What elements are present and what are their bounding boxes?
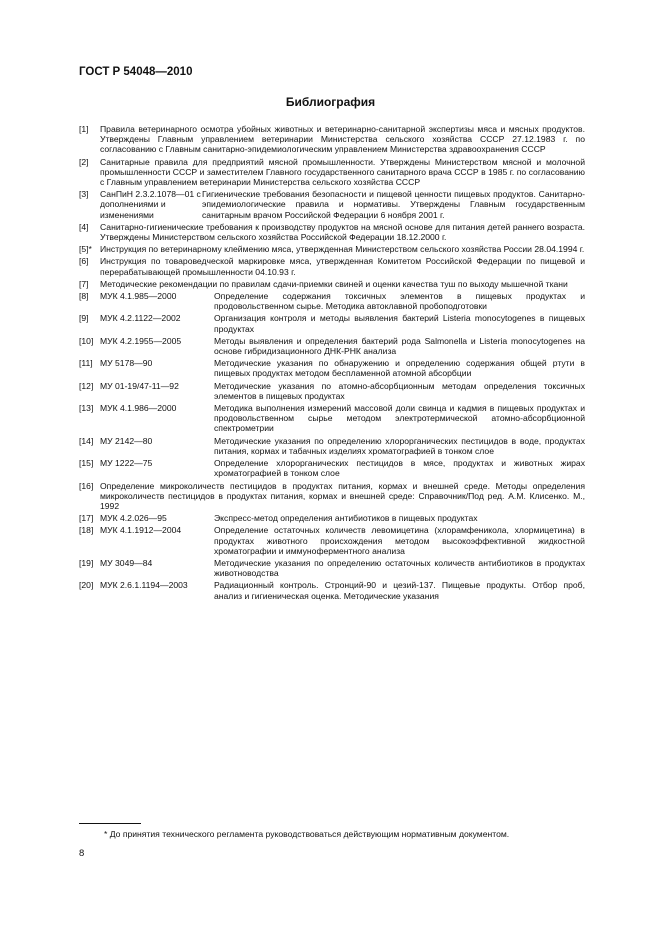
bibliography-entry	[79, 558, 585, 578]
bibliography-entry	[79, 381, 585, 401]
entry-number: [12]	[79, 380, 94, 391]
entry-text: Методические указания по определению хлорорганических пестицидов в воде, продуктах питания, кормах и табачных изделиях хроматографией в тонком слое	[214, 435, 585, 456]
bibliography-entry	[79, 313, 585, 333]
entry-text: Санитарно-гигиенические требования к производству продуктов на мясной основе для питания детей раннего возраста. Утверждены Министерством сельского хозяйства Российской Федерации 18.12.2000 г.	[100, 221, 585, 243]
entry-number: [13]	[79, 403, 94, 414]
entry-number: [10]	[79, 335, 94, 346]
footnote: * До принятия технического регламента руководствоваться действующим нормативным документом.	[104, 829, 510, 839]
bibliography-entry	[79, 525, 585, 556]
entry-number: [5]*	[79, 244, 92, 255]
entry-number: [14]	[79, 435, 94, 446]
bibliography-entry	[79, 256, 585, 276]
entry-code: СанПиН 2.3.2.1078—01 с дополнениями и изменениями	[100, 189, 201, 220]
bibliography-entry	[79, 458, 585, 478]
entry-number: [8]	[79, 291, 89, 302]
bibliography-entry	[79, 580, 585, 600]
entry-text: Экспресс-метод определения антибиотиков в пищевых продуктах	[214, 513, 478, 524]
document-header: ГОСТ Р 54048—2010	[79, 66, 193, 78]
bibliography-entry	[79, 436, 585, 456]
entry-number: [4]	[79, 221, 89, 232]
entry-text: Методы выявления и определения бактерий рода Salmonella и Listeria monocytogenes на основе гибридизационного ДНК-РНК анализа	[214, 335, 585, 357]
entry-code: МУ 1222—75	[100, 458, 153, 469]
entry-code: МУ 5178—90	[100, 358, 153, 369]
entry-code: МУ 01-19/47-11—92	[100, 380, 179, 391]
bibliography-entry	[79, 403, 585, 434]
bibliography-list	[79, 124, 585, 603]
bibliography-entry	[79, 157, 585, 188]
entry-number: [20]	[79, 580, 94, 591]
entry-code: МУК 4.2.026—95	[100, 513, 167, 524]
bibliography-entry	[79, 358, 585, 378]
entry-text: Радиационный контроль. Стронций-90 и цезий-137. Пищевые продукты. Отбор проб, анализ и гигиеническая оценка. Методические указания	[214, 580, 585, 601]
bibliography-entry	[79, 222, 585, 242]
entry-number: [11]	[79, 358, 93, 369]
footnote-divider	[79, 823, 141, 824]
bibliography-entry	[79, 291, 585, 311]
entry-text: Организация контроля и методы выявления бактерий Listeria monocytogenes в пищевых продуктах	[214, 313, 585, 334]
entry-number: [17]	[79, 513, 94, 524]
entry-text: Инструкция по ветеринарному клеймению мяса, утвержденная Министерством сельского хозяйства России 28.04.1994 г.	[100, 244, 585, 255]
entry-text: Определение содержания токсичных элементов в пищевых продуктах и продовольственном сырье. Методика автоклавной пробоподготовки	[214, 291, 585, 312]
entry-text: Методические указания по обнаружению и определению содержания общей ртути в пищевых продуктах методом беспламенной атомной абсорбции	[214, 358, 585, 379]
entry-text: Санитарные правила для предприятий мясной промышленности. Утверждены Министерством мясной и молочной промышленности СССР и заместителем Главного государственного санитарного врача СССР в 1985 г. по согласованию с Главным управлением ветеринарии Министерства сельского хозяйства СССР	[100, 156, 585, 188]
entry-code: МУК 4.1.1912—2004	[100, 525, 182, 536]
bibliography-entry	[79, 513, 585, 523]
entry-number: [1]	[79, 124, 89, 134]
entry-code: МУ 2142—80	[100, 435, 153, 446]
bibliography-entry	[79, 336, 585, 356]
entry-number: [7]	[79, 278, 89, 289]
entry-code: МУК 4.2.1122—2002	[100, 313, 181, 324]
section-title: Библиография	[285, 95, 376, 109]
entry-text: Инструкция по товароведческой маркировке мяса, утвержденная Комитетом Российской Федерации по пищевой и перерабатывающей промышленности 04.10.93 г.	[100, 256, 585, 277]
entry-text: Правила ветеринарного осмотра убойных животных и ветеринарно-санитарной экспертизы мяса и мясных продуктов. Утверждены Главным управлением ветеринарии Министерства сельского хозяйства СССР 27.12.1983 г. по согласованию с Главным санитарно-эпидемиологическим управлением Министерства здравоохранения СССР	[100, 124, 585, 155]
entry-code: МУК 4.1.985—2000	[100, 291, 177, 302]
entry-number: [15]	[79, 458, 94, 469]
bibliography-entry	[79, 244, 585, 254]
entry-number: [19]	[79, 557, 94, 568]
entry-code: МУК 2.6.1.1194—2003	[100, 580, 188, 591]
bibliography-entry	[79, 481, 585, 512]
entry-number: [16]	[79, 480, 94, 491]
bibliography-entry	[79, 189, 585, 220]
entry-text: Методические указания по определению остаточных количеств антибиотиков в продуктах животноводства	[214, 557, 585, 579]
entry-text: Определение микроколичеств пестицидов в продуктах питания, кормах и внешней среде. Методы определения микроколичеств пестицидов в продуктах питания, кормах и внешней среде: Справочник/Под ред. А.М. Клисенко. М., 1992	[100, 480, 585, 511]
entry-text: Определение остаточных количеств левомицетина (хлорамфеникола, хлормицетина) в продуктах животного происхождения методом высокоэффективной жидкостной хроматографии и иммуноферментного анализа	[214, 525, 585, 556]
entry-number: [18]	[79, 525, 94, 536]
entry-code: МУК 4.1.986—2000	[100, 403, 177, 414]
entry-code: МУК 4.2.1955—2005	[100, 335, 182, 346]
bibliography-entry	[79, 124, 585, 155]
page-number: 8	[79, 848, 85, 859]
entry-number: [3]	[79, 189, 89, 200]
entry-number: [9]	[79, 313, 89, 324]
entry-text: Гигиенические требования безопасности и пищевой ценности пищевых продуктов. Санитарно-эпидемиологические правила и нормативы. Утверждены Главным государственным санитарным врачом Российской Федерации 6 ноября 2001 г.	[202, 189, 585, 220]
entry-number: [6]	[79, 256, 89, 267]
bibliography-entry	[79, 279, 585, 289]
entry-text: Методика выполнения измерений массовой доли свинца и кадмия в пищевых продуктах и продовольственном сырье методом электротермической атомно-абсорбционной спектрометрии	[214, 403, 585, 434]
entry-text: Методические рекомендации по правилам сдачи-приемки свиней и оценки качества туш по выходу мышечной ткани	[100, 278, 568, 289]
entry-text: Методические указания по атомно-абсорбционным методам определения токсичных элементов в пищевых продуктах	[214, 380, 585, 401]
entry-code: МУ 3049—84	[100, 557, 153, 568]
entry-text: Определение хлорорганических пестицидов в мясе, продуктах и животных жирах хроматографией в тонком слое	[214, 458, 585, 479]
entry-number: [2]	[79, 156, 89, 167]
